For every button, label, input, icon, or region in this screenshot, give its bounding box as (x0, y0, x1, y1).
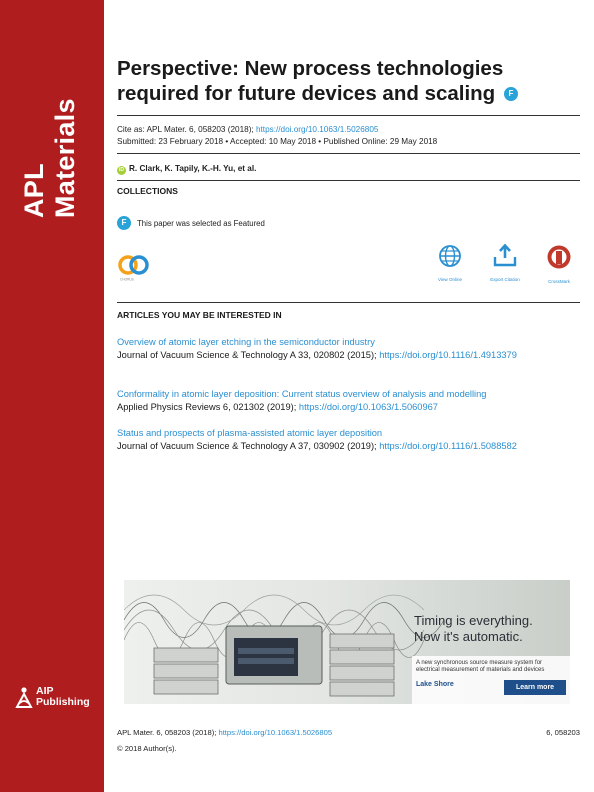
learn-more-button[interactable]: Learn more (504, 680, 566, 695)
lake-shore-logo: Lake Shore (416, 681, 454, 688)
ad-body-text: A new synchronous source measure system for electrical measurement of materials and devices (416, 660, 545, 673)
related-article[interactable] (117, 336, 580, 362)
related-article-doi[interactable]: https://doi.org/10.1116/1.5088582 (379, 441, 517, 451)
ad-headline-line-1: Timing is everything. (414, 613, 533, 628)
featured-icon: F (117, 216, 131, 230)
related-article[interactable] (117, 427, 580, 453)
globe-icon (438, 244, 462, 268)
article-title-text: Perspective: New process technologies required for future devices and scaling (117, 57, 504, 105)
publication-dates: Submitted: 23 February 2018 • Accepted: 10 May 2018 • Published Online: 29 May 2018 (117, 137, 438, 146)
publisher-line-2: Publishing (36, 696, 90, 708)
featured-note[interactable] (117, 216, 265, 230)
chorus-label: CHORUS (120, 277, 134, 282)
divider (117, 302, 580, 303)
view-online-button[interactable] (430, 244, 470, 282)
related-article-title[interactable]: Status and prospects of plasma-assisted atomic layer deposition (117, 428, 383, 438)
related-article-doi[interactable]: https://doi.org/10.1063/1.5060967 (298, 402, 438, 412)
author-list[interactable]: R. Clark, K. Tapily, K.-H. Yu, et al. (129, 164, 257, 173)
featured-icon: F (504, 87, 518, 101)
publisher-line-1: AIP (36, 685, 54, 697)
orcid-icon[interactable]: iD (119, 167, 124, 173)
divider (117, 153, 580, 154)
journal-name: APL Materials (19, 98, 80, 218)
collections-heading: COLLECTIONS (117, 186, 178, 196)
citation-doi-link[interactable]: https://doi.org/10.1063/1.5026805 (255, 125, 379, 134)
featured-note-text: This paper was selected as Featured (137, 218, 265, 228)
divider (117, 180, 580, 181)
aip-logo-icon (14, 686, 34, 708)
advertisement-banner[interactable] (124, 580, 570, 704)
related-articles-heading: ARTICLES YOU MAY BE INTERESTED IN (117, 310, 282, 320)
chorus-logo-icon[interactable] (117, 252, 151, 282)
crossmark-label: CrossMark (548, 279, 570, 284)
related-article-source: Applied Physics Reviews 6, 021302 (2019); (117, 402, 299, 412)
crossmark-icon (546, 244, 572, 270)
article-title (117, 56, 557, 106)
export-citation-button[interactable] (485, 244, 525, 282)
view-online-label: View Online (438, 277, 462, 282)
divider (117, 115, 580, 116)
export-icon (492, 244, 518, 268)
related-article-doi[interactable]: https://doi.org/10.1116/1.4913379 (379, 350, 517, 360)
copyright-notice: © 2018 Author(s). (117, 744, 177, 753)
citation-text: Cite as: APL Mater. 6, 058203 (2018); (117, 125, 256, 134)
ad-headline (414, 613, 533, 645)
page-footer (117, 728, 580, 737)
footer-citation: APL Mater. 6, 058203 (2018); (117, 728, 219, 737)
author-line (117, 164, 256, 175)
aip-publishing-logo[interactable] (14, 686, 100, 710)
related-article-title[interactable]: Overview of atomic layer etching in the semiconductor industry (117, 337, 375, 347)
publisher-name (36, 686, 90, 708)
crossmark-button[interactable] (539, 244, 579, 284)
footer-article-number: 6, 058203 (546, 728, 580, 737)
related-article[interactable] (117, 388, 580, 414)
citation-line (117, 125, 378, 134)
footer-doi-link[interactable]: https://doi.org/10.1063/1.5026805 (218, 728, 333, 737)
related-article-source: Journal of Vacuum Science & Technology A 37, 030902 (2019); (117, 441, 380, 451)
export-citation-label: Export Citation (490, 277, 520, 282)
journal-sidebar (0, 0, 104, 792)
ad-headline-line-2: Now it's automatic. (414, 629, 523, 644)
related-article-source: Journal of Vacuum Science & Technology A 33, 020802 (2015); (117, 350, 380, 360)
related-article-title[interactable]: Conformality in atomic layer deposition: Current status overview of analysis and modelling (117, 389, 487, 399)
